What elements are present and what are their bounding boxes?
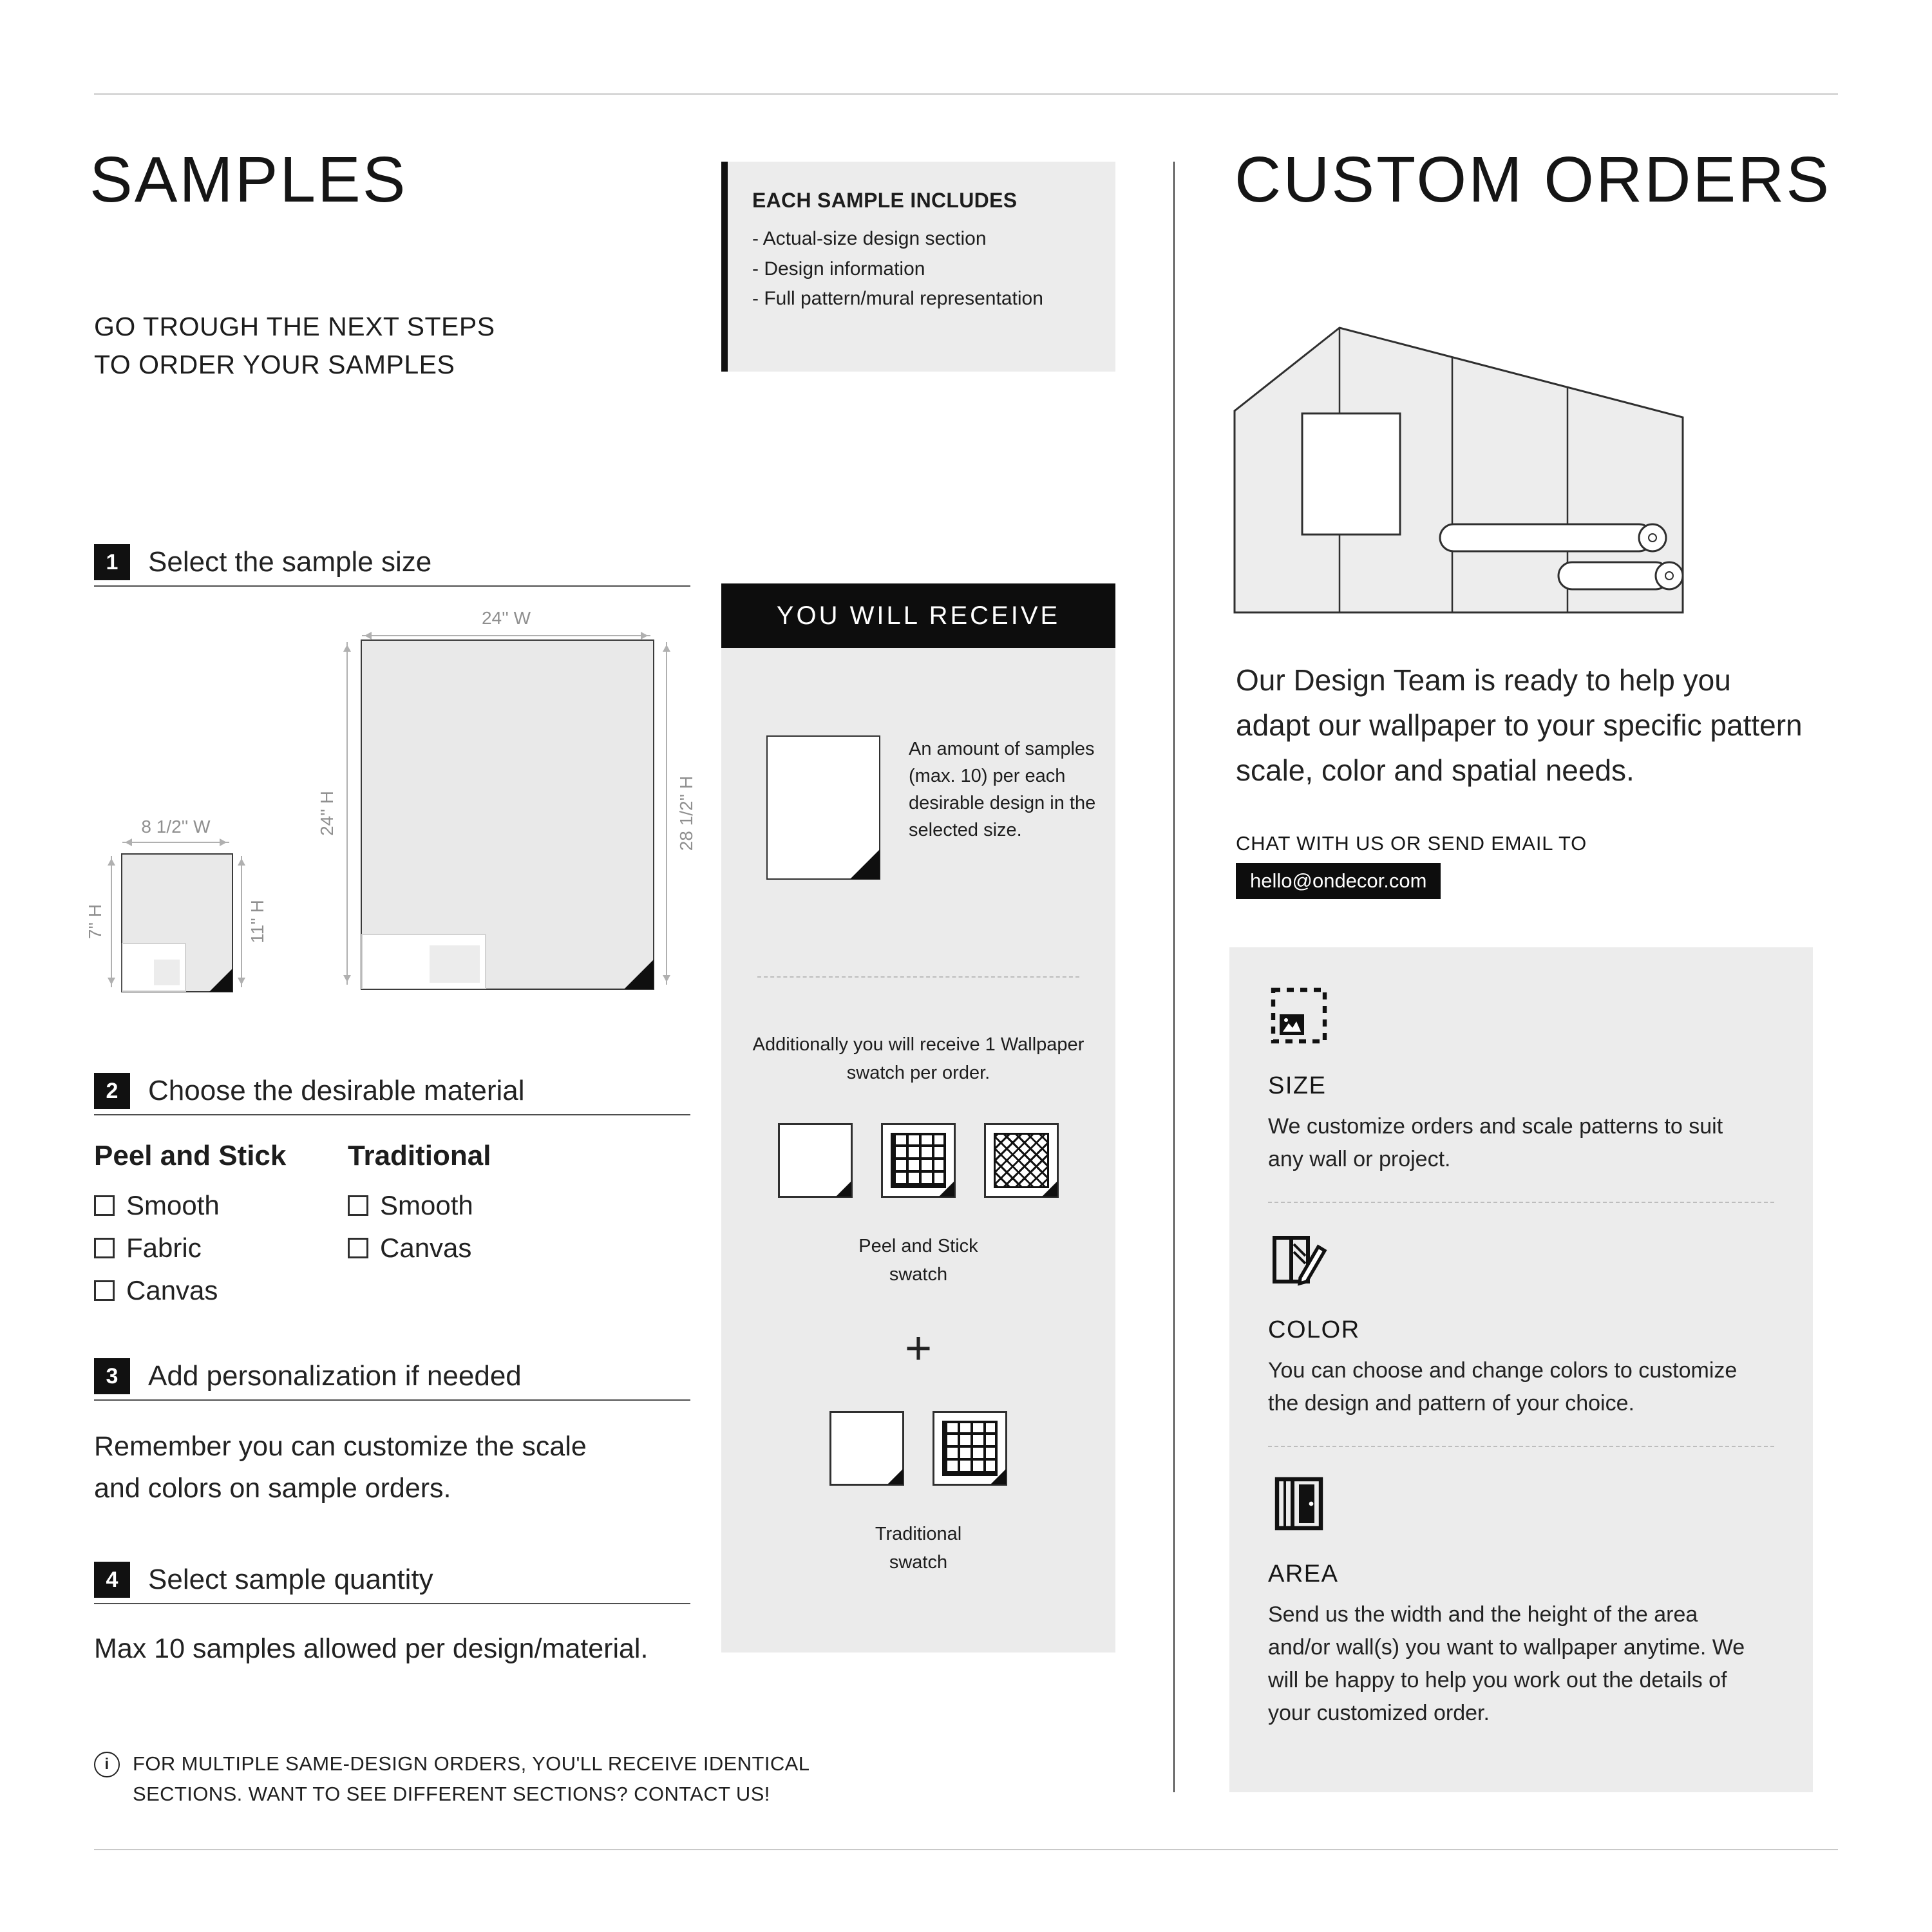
dashed-divider — [1268, 1446, 1774, 1447]
each-sample-includes-box — [721, 162, 1115, 372]
material-traditional-column — [348, 1140, 491, 1275]
small-sample-sheet — [121, 853, 233, 992]
large-left-height-label: 24'' H — [317, 791, 337, 836]
traditional-swatch-row — [721, 1411, 1115, 1486]
footnote-line1: FOR MULTIPLE SAME-DESIGN ORDERS, YOU'LL RECEIVE IDENTICAL — [133, 1752, 810, 1775]
top-rule — [94, 93, 1838, 95]
samples-amount-text: An amount of samples (max. 10) per each desirable design in the selected size. — [909, 739, 1096, 841]
feature-size — [1268, 985, 1774, 1176]
option-label: Canvas — [380, 1233, 472, 1263]
step1-label: Select the sample size — [148, 546, 432, 578]
feature-size-heading: SIZE — [1268, 1072, 1327, 1099]
peel-swatch-label-line2: swatch — [889, 1264, 948, 1285]
option-label: Fabric — [126, 1233, 202, 1263]
additional-swatch-text: Additionally you will receive 1 Wallpaper swatch per order. — [752, 1034, 1084, 1084]
small-width-dim-line — [122, 842, 229, 843]
step3-header — [94, 1358, 690, 1401]
plain-swatch-icon — [829, 1411, 904, 1486]
step4-label: Select sample quantity — [148, 1564, 433, 1595]
sample-sheet-icon — [766, 735, 880, 880]
checkbox-icon[interactable] — [94, 1195, 115, 1216]
grid-pattern — [942, 1421, 998, 1476]
footnote-line2: SECTIONS. WANT TO SEE DIFFERENT SECTIONS? CONTACT US! — [133, 1782, 770, 1805]
peel-swatch-row — [721, 1123, 1115, 1198]
large-right-dim-line — [666, 642, 667, 985]
page-corner-fold-icon — [887, 1469, 903, 1484]
peel-and-stick-title: Peel and Stick — [94, 1140, 287, 1171]
email-badge[interactable]: hello@ondecor.com — [1236, 863, 1441, 899]
option-peel-fabric[interactable] — [94, 1233, 286, 1264]
option-label: Smooth — [380, 1190, 473, 1220]
grid-swatch-icon — [881, 1123, 956, 1198]
receive-panel-title: YOU WILL RECEIVE — [721, 583, 1115, 648]
grid-pattern — [891, 1133, 946, 1188]
includes-title: EACH SAMPLE INCLUDES — [752, 189, 1018, 212]
includes-item: - Full pattern/mural representation — [752, 288, 1043, 309]
feature-color — [1268, 1229, 1774, 1420]
small-left-dim-line — [111, 856, 112, 987]
option-traditional-canvas[interactable] — [348, 1233, 491, 1264]
step2-header — [94, 1073, 690, 1115]
traditional-swatch-label — [721, 1520, 1115, 1577]
samples-intro-line2: TO ORDER YOUR SAMPLES — [94, 350, 455, 380]
checkbox-icon[interactable] — [94, 1280, 115, 1301]
option-peel-smooth[interactable] — [94, 1190, 286, 1221]
page-corner-fold-icon — [836, 1181, 851, 1197]
small-sample-section-inner — [154, 960, 180, 985]
large-left-dim-line — [346, 642, 348, 985]
step2-label: Choose the desirable material — [148, 1075, 525, 1106]
sample-size-diagram — [85, 605, 738, 1011]
small-right-height-label: 11'' H — [247, 900, 267, 943]
page-corner-fold-icon — [939, 1181, 954, 1197]
footnote-text — [133, 1749, 810, 1809]
plus-icon: + — [904, 1323, 933, 1375]
samples-intro — [94, 308, 495, 384]
checkbox-icon[interactable] — [94, 1238, 115, 1258]
checkbox-icon[interactable] — [348, 1195, 368, 1216]
feature-size-text: We customize orders and scale patterns to suit any wall or project. — [1268, 1114, 1723, 1171]
checkbox-icon[interactable] — [348, 1238, 368, 1258]
info-icon: i — [94, 1752, 120, 1777]
small-right-dim-line — [241, 856, 242, 987]
traditional-swatch-label-line1: Traditional — [875, 1524, 962, 1545]
includes-item: - Actual-size design section — [752, 228, 987, 249]
large-width-dim-line — [362, 635, 650, 636]
step1-header — [94, 544, 690, 587]
feature-area-text: Send us the width and the height of the area and/or wall(s) you want to wallpaper anytime. We will be happy to help you work out the details of your customized order. — [1268, 1602, 1745, 1725]
custom-orders-title: CUSTOM ORDERS — [1235, 144, 1832, 216]
feature-area — [1268, 1473, 1774, 1730]
crosshatch-swatch-icon — [984, 1123, 1059, 1198]
feature-color-heading: COLOR — [1268, 1316, 1360, 1343]
option-peel-canvas[interactable] — [94, 1275, 286, 1306]
large-sample-section-inner — [430, 945, 480, 983]
page-corner-fold-icon — [850, 849, 880, 879]
step1-number: 1 — [94, 544, 130, 580]
step4-number: 4 — [94, 1562, 130, 1598]
chat-label: CHAT WITH US OR SEND EMAIL TO — [1236, 832, 1587, 855]
step2-number: 2 — [94, 1073, 130, 1109]
grid-swatch-icon — [933, 1411, 1007, 1486]
feature-area-heading: AREA — [1268, 1560, 1339, 1587]
you-will-receive-panel — [721, 583, 1115, 1653]
step4-header — [94, 1562, 690, 1604]
samples-amount-row — [721, 735, 1115, 880]
large-sample-sheet — [361, 639, 654, 990]
dashed-divider — [757, 976, 1079, 978]
large-width-label: 24'' W — [481, 608, 531, 628]
option-label: Canvas — [126, 1275, 218, 1305]
custom-features-panel — [1229, 947, 1813, 1792]
footnote — [94, 1749, 810, 1809]
crosshatch-pattern — [994, 1133, 1049, 1188]
samples-intro-line1: GO TROUGH THE NEXT STEPS — [94, 312, 495, 341]
peel-swatch-label-line1: Peel and Stick — [858, 1236, 978, 1257]
large-right-height-label: 28 1/2'' H — [676, 775, 696, 851]
area-icon — [1268, 1473, 1330, 1535]
material-peel-column — [94, 1140, 286, 1318]
column-divider — [1173, 162, 1175, 1792]
small-left-height-label: 7'' H — [85, 904, 105, 940]
page-corner-fold-icon — [1042, 1181, 1057, 1197]
option-label: Smooth — [126, 1190, 220, 1220]
step3-label: Add personalization if needed — [148, 1360, 522, 1392]
bottom-rule — [94, 1849, 1838, 1850]
custom-intro-text: Our Design Team is ready to help you adapt our wallpaper to your specific pattern scale, color and spatial needs. — [1236, 663, 1803, 787]
peel-swatch-label — [721, 1233, 1115, 1289]
small-width-label: 8 1/2'' W — [141, 817, 211, 837]
color-icon — [1268, 1229, 1330, 1291]
page-corner-fold-icon — [209, 969, 232, 992]
traditional-swatch-label-line2: swatch — [889, 1551, 948, 1573]
house-wallpaper-illustration — [1233, 325, 1684, 618]
traditional-title: Traditional — [348, 1140, 491, 1171]
dashed-divider — [1268, 1202, 1774, 1203]
step3-text: Remember you can customize the scale and colors on sample orders. — [94, 1431, 587, 1504]
large-sample-section — [361, 934, 486, 989]
feature-color-text: You can choose and change colors to customize the design and pattern of your choice. — [1268, 1358, 1738, 1416]
size-icon — [1268, 985, 1330, 1046]
page-corner-fold-icon — [624, 960, 654, 989]
step3-number: 3 — [94, 1358, 130, 1394]
page-corner-fold-icon — [990, 1469, 1006, 1484]
option-traditional-smooth[interactable] — [348, 1190, 491, 1221]
samples-title: SAMPLES — [90, 144, 408, 216]
small-sample-section — [122, 943, 186, 992]
includes-item: - Design information — [752, 258, 925, 279]
step4-text: Max 10 samples allowed per design/material. — [94, 1633, 649, 1664]
plain-swatch-icon — [778, 1123, 853, 1198]
